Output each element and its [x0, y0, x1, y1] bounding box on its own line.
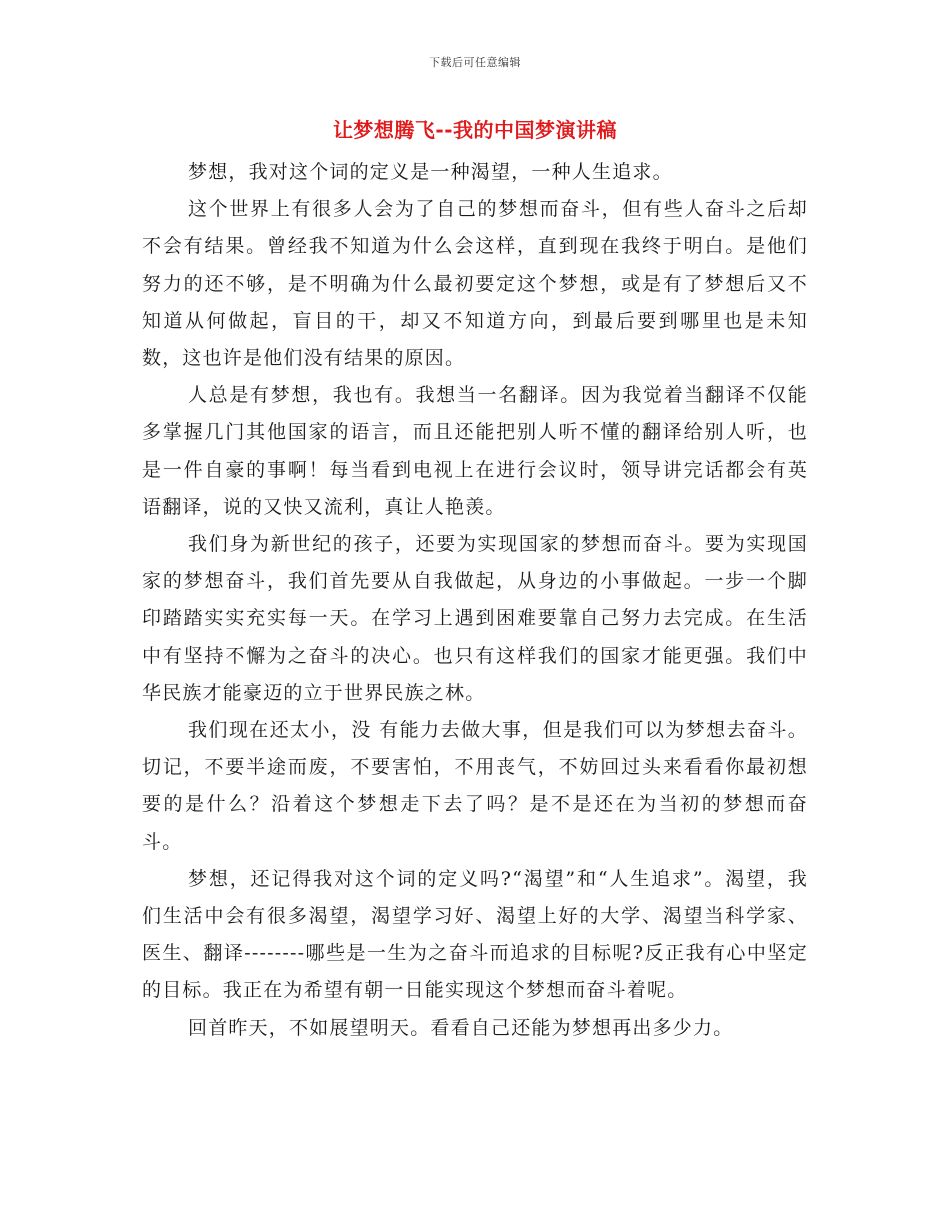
- header-note: 下载后可任意编辑: [429, 56, 521, 69]
- document-body: [142, 154, 808, 1047]
- paragraph-2: 这个世界上有很多人会为了自己的梦想而奋斗，但有些人奋斗之后却不会有结果。曾经我不知道为什么会这样，直到现在我终于明白。是他们努力的还不够，是不明确为什么最初要定这个梦想，或是有了梦想后又不知道从何做起，盲目的干，却又不知道方向，到最后要到哪里也是未知数，这也许是他们没有结果的原因。: [142, 198, 808, 370]
- paragraph-7: 回首昨天，不如展望明天。看看自己还能为梦想再出多少力。: [188, 1016, 734, 1039]
- paragraph-3: 人总是有梦想，我也有。我想当一名翻译。因为我觉着当翻译不仅能多掌握几门其他国家的语言，而且还能把别人听不懂的翻译给别人听，也是一件自豪的事啊！每当看到电视上在进行会议时，领导讲完话都会有英语翻译，说的又快又流利，真让人艳羡。: [142, 384, 808, 518]
- paragraph-5: 我们现在还太小，没 有能力去做大事，但是我们可以为梦想去奋斗。切记，不要半途而废，不要害怕，不用丧气，不妨回过头来看看你最初想要的是什么？沿着这个梦想走下去了吗？是不是还在为当初的梦想而奋斗。: [142, 719, 808, 853]
- document-title: 让梦想腾飞--我的中国梦演讲稿: [332, 118, 618, 142]
- paragraph-6: 梦想，还记得我对这个词的定义吗?“渴望”和“人生追求”。渴望，我们生活中会有很多渴望，渴望学习好、渴望上好的大学、渴望当科学家、医生、翻译--------哪些是一生为之奋斗而追求的目标呢?反正我有心中坚定的目标。我正在为希望有朝一日能实现这个梦想而奋斗着呢。: [142, 867, 808, 1002]
- paragraph-4: 我们身为新世纪的孩子，还要为实现国家的梦想而奋斗。要为实现国家的梦想奋斗，我们首先要从自我做起，从身边的小事做起。一步一个脚印踏踏实实充实每一天。在学习上遇到困难要靠自己努力去完成。在生活中有坚持不懈为之奋斗的决心。也只有这样我们的国家才能更强。我们中华民族才能豪迈的立于世界民族之林。: [142, 533, 808, 704]
- paragraph-1: 梦想，我对这个词的定义是一种渴望，一种人生追求。: [188, 161, 673, 183]
